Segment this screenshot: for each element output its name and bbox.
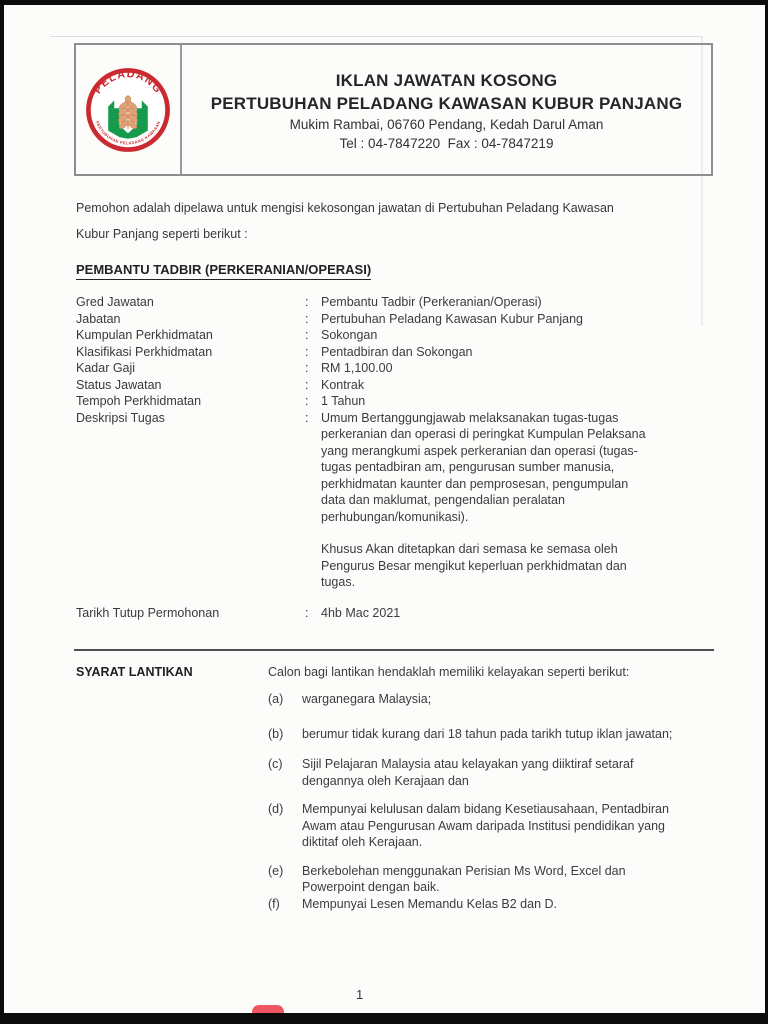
requirement-text: berumur tidak kurang dari 18 tahun pada tarikh tutup iklan jawatan;	[302, 726, 673, 741]
detail-value: Kontrak	[321, 377, 365, 392]
closing-date-value: 4hb Mac 2021	[321, 605, 401, 620]
detail-row-jabatan	[76, 311, 676, 328]
letterhead-title-line1: IKLAN JAWATAN KOSONG	[335, 70, 558, 90]
document-page	[4, 5, 765, 1013]
requirement-item-b	[268, 726, 716, 743]
requirement-item-f	[268, 896, 716, 913]
detail-row-kumpulan-perkhidmatan	[76, 327, 676, 344]
detail-label: Klasifikasi Perkhidmatan	[76, 344, 213, 359]
requirement-letter: (e)	[268, 863, 284, 878]
detail-separator: :	[305, 344, 309, 359]
detail-label: Kumpulan Perkhidmatan	[76, 328, 213, 342]
requirement-letter: (c)	[268, 757, 283, 771]
requirement-letter: (b)	[268, 726, 284, 741]
detail-row-tempoh-perkhidmatan	[76, 393, 676, 410]
detail-value: Pentadbiran dan Sokongan	[321, 344, 473, 359]
position-heading-text: PEMBANTU TADBIR (PERKERANIAN/OPERASI)	[76, 262, 371, 280]
logo-arc-top-text: PELADANG	[91, 67, 165, 96]
detail-value: Pertubuhan Peladang Kawasan Kubur Panjang	[321, 311, 584, 326]
detail-separator: :	[305, 311, 309, 326]
detail-value: Pembantu Tadbir (Perkeranian/Operasi)	[321, 295, 542, 309]
requirement-letter: (a)	[268, 692, 284, 706]
detail-value: 1 Tahun	[321, 394, 366, 408]
task-description-paragraph-2: Khusus Akan ditetapkan dari semasa ke semasa oleh Pengurus Besar mengikut keperluan perkhidmatan dan tugas.	[321, 542, 627, 589]
detail-separator: :	[305, 295, 309, 309]
requirement-text: Mempunyai kelulusan dalam bidang Kesetiausahaan, Pentadbiran Awam atau Pengurusan Awam daripada Institusi pendidikan yang diktitaf oleh Kerajaan.	[302, 802, 669, 849]
page-number: 1	[356, 987, 364, 1002]
requirements-section	[76, 664, 716, 912]
requirements-intro: Calon bagi lantikan hendaklah memiliki kelayakan seperti berikut:	[268, 665, 630, 679]
requirement-letter: (d)	[268, 802, 284, 816]
requirement-item-e	[268, 863, 716, 896]
requirements-heading: SYARAT LANTIKAN	[76, 665, 193, 679]
requirement-text: Mempunyai Lesen Memandu Kelas B2 dan D.	[302, 896, 558, 911]
logo-arc-bottom-text: PERTUBUHAN PELADANG KAWASAN	[94, 119, 162, 145]
peladang-logo-icon	[85, 67, 171, 153]
position-heading	[76, 262, 371, 277]
requirement-item-d	[268, 801, 716, 851]
detail-label: Gred Jawatan	[76, 295, 154, 309]
detail-separator: :	[305, 394, 309, 408]
detail-label: Kadar Gaji	[76, 361, 136, 375]
requirement-text: Berkebolehan menggunakan Perisian Ms Word, Excel dan Powerpoint dengan baik.	[302, 863, 626, 894]
detail-row-deskripsi-tugas	[76, 410, 676, 591]
detail-value: RM 1,100.00	[321, 361, 393, 375]
letterhead-address: Mukim Rambai, 06760 Pendang, Kedah Darul Aman	[289, 116, 604, 132]
detail-row-klasifikasi-perkhidmatan	[76, 344, 676, 361]
requirement-letter: (f)	[268, 896, 280, 911]
task-description-paragraph-1: Umum Bertanggungjawab melaksanakan tugas-tugas perkeranian dan operasi di peringkat Kumpulan Pelaksana yang merangkumi aspek perkeranian dan operasi (tugas-tugas pentadbiran am, pengurusan sumber manusia, perkhidmatan kaunter dan pemprosesan, pengumpulan data dan maklumat, pengendalian peralatan perhubungan/komunikasi).	[321, 410, 646, 524]
detail-row-kadar-gaji	[76, 360, 676, 377]
red-marker-pill	[252, 1005, 284, 1013]
intro-paragraph: Pemohon adalah dipelawa untuk mengisi kekosongan jawatan di Pertubuhan Peladang Kawasan Kubur Panjang seperti berikut :	[76, 201, 614, 241]
detail-separator: :	[305, 361, 309, 375]
detail-row-status-jawatan	[76, 377, 676, 394]
detail-label: Jabatan	[76, 311, 121, 326]
detail-separator: :	[305, 410, 309, 425]
letterhead-box	[74, 43, 713, 176]
requirements-body	[268, 664, 716, 912]
detail-value: Sokongan	[321, 328, 378, 342]
requirement-text: Sijil Pelajaran Malaysia atau kelayakan yang diiktiraf setaraf dengannya oleh Kerajaan dan	[302, 757, 634, 788]
detail-label: Tempoh Perkhidmatan	[76, 394, 202, 408]
requirement-item-a	[268, 691, 716, 708]
requirement-item-c	[268, 756, 716, 789]
letterhead-contact: Tel : 04-7847220 Fax : 04-7847219	[339, 135, 554, 151]
detail-label: Tarikh Tutup Permohonan	[76, 605, 220, 620]
detail-separator: :	[305, 605, 309, 620]
job-details-list	[76, 294, 676, 621]
page-edge-artifact-horizontal	[50, 36, 702, 37]
requirement-text: warganegara Malaysia;	[302, 692, 432, 706]
letterhead-text	[182, 45, 711, 174]
letterhead-title-line2: PERTUBUHAN PELADANG KAWASAN KUBUR PANJANG	[210, 93, 683, 113]
detail-label: Deskripsi Tugas	[76, 410, 165, 425]
detail-separator: :	[305, 377, 309, 392]
detail-label: Status Jawatan	[76, 377, 162, 392]
detail-separator: :	[305, 328, 309, 342]
logo-cell	[76, 45, 182, 174]
detail-row-gred-jawatan	[76, 294, 676, 311]
section-divider-line	[74, 649, 714, 651]
detail-row-tarikh-tutup	[76, 605, 676, 622]
